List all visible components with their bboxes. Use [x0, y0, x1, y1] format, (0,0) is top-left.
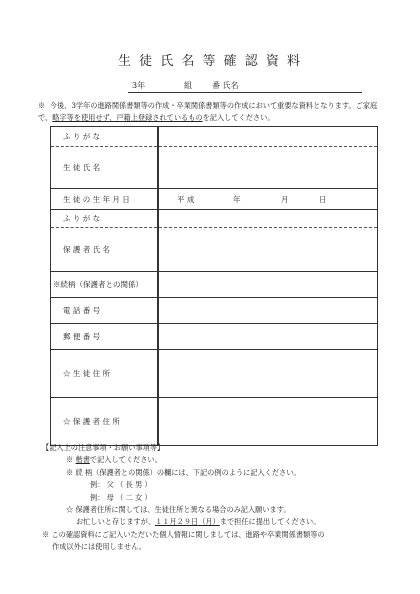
phone-field[interactable]	[158, 298, 378, 324]
grade-label: 3年	[132, 81, 146, 90]
note-line-4	[42, 516, 392, 528]
number-name-label: 番 氏名	[212, 81, 239, 90]
furigana-label-1: ふ り が な	[51, 127, 159, 147]
postal-label: 郵 便 番 号	[51, 324, 159, 350]
note-line-1-rest: で記入してください。	[89, 455, 162, 465]
dob-label: 生 徒 の 生 年 月 日	[51, 189, 159, 210]
note-line-1-underlined: 楷書	[75, 455, 90, 465]
dob-era: 平 成	[177, 195, 195, 204]
notes-section	[42, 442, 392, 554]
relation-label: ※続柄（保護者との関係）	[51, 272, 159, 298]
note-line-6: 作成以外には使用しません。	[52, 542, 146, 552]
relation-field[interactable]	[158, 272, 378, 298]
guardian-name-label: 保 護 者 氏 名	[51, 228, 159, 272]
note-line-1	[42, 454, 392, 466]
class-line	[128, 78, 362, 93]
guardian-address-label: ☆ 保 護 者 住 所	[51, 398, 159, 446]
entry-form-table	[50, 126, 378, 446]
notice-underlined: 略字等を使用せず、戸籍上登録されているもの	[52, 113, 203, 122]
note-line-4-after: まで担任に提出してください。	[219, 517, 321, 527]
student-address-field[interactable]	[158, 350, 378, 398]
note-example-1: 例： 父 （ 長 男 ）	[90, 480, 152, 490]
dob-day: 日	[319, 195, 327, 204]
furigana-field-2[interactable]	[158, 210, 378, 228]
notice-text-before: 今後、3学年の進路関係書類等の作成・卒業関係書類等の作成において重要な資料となります。ご家庭で、	[38, 101, 378, 122]
class-label: 組	[184, 81, 192, 90]
dob-month: 月	[281, 195, 289, 204]
notice-paragraph	[38, 100, 388, 124]
phone-label: 電 話 番 号	[51, 298, 159, 324]
notice-mark: ※	[38, 101, 46, 110]
postal-field[interactable]	[158, 324, 378, 350]
note-line-5: ※ この確認資料にご記入いただいた個人情報に関しましては、進路や卒業関係書類等の	[42, 529, 325, 539]
note-line-2: ※ 続 柄（保護者との関係）の欄には、下記の例のように記入ください。	[66, 467, 301, 477]
document-title: 生 徒 氏 名 等 確 認 資 料	[117, 54, 303, 69]
note-line-3: ☆ 保護者住所に関しては、生徒住所と異なる場合のみ記入願います。	[66, 505, 291, 515]
furigana-field-1[interactable]	[158, 127, 378, 147]
furigana-label-2: ふ り が な	[51, 210, 159, 228]
note-line-4-before: お忙しいと存じますが、	[76, 517, 156, 527]
dob-field[interactable]	[158, 189, 378, 210]
note-example-2: 例： 母 （ 二 女 ）	[90, 492, 152, 502]
dob-year: 年	[233, 195, 241, 204]
note-line-1-mark: ※	[66, 455, 74, 465]
note-deadline: １１月２９日（月）	[155, 517, 220, 527]
student-address-label: ☆ 生 徒 住 所	[51, 350, 159, 398]
notes-heading: 【記入上の注意事項・お願い事項等】	[42, 443, 165, 452]
guardian-address-field[interactable]	[158, 398, 378, 446]
notice-text-after: を記入してください。	[202, 113, 275, 122]
student-name-label: 生 徒 氏 名	[51, 147, 159, 189]
student-name-field[interactable]	[158, 147, 378, 189]
guardian-name-field[interactable]	[158, 228, 378, 272]
